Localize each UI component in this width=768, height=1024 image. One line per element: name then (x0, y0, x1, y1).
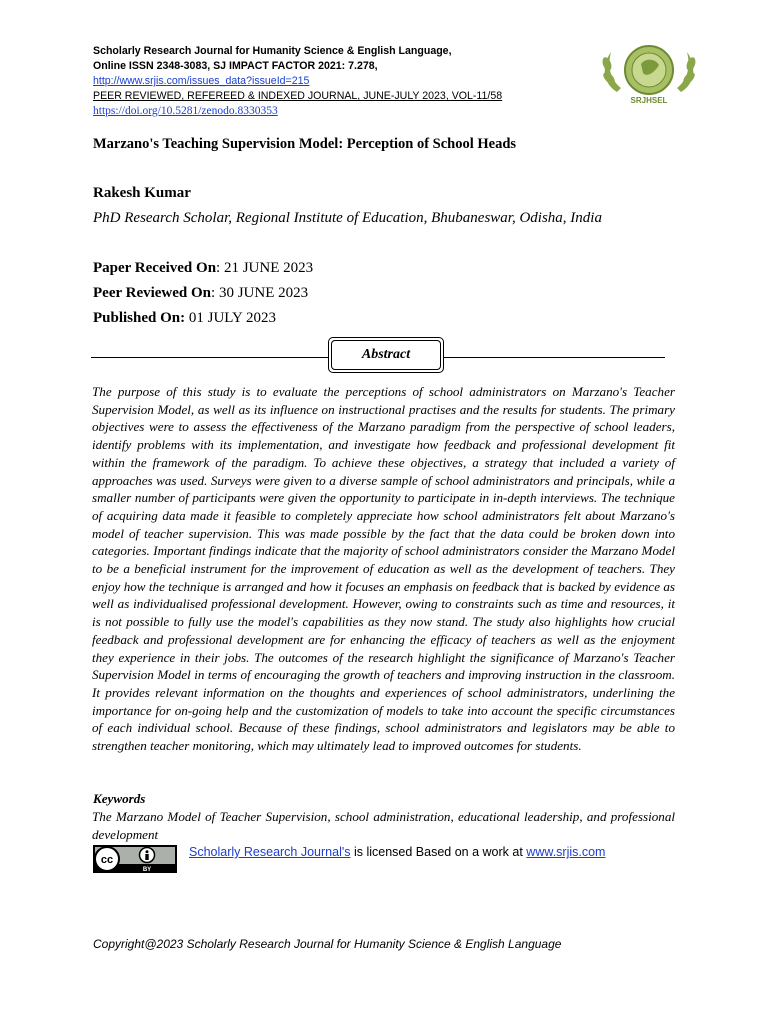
license-line: Scholarly Research Journal's is licensed Based on a work at www.srjis.com (189, 845, 606, 859)
issue-link[interactable]: http://www.srjis.com/issues_data?issueId=215 (93, 75, 310, 87)
divider-right (444, 357, 665, 358)
received-date: Paper Received On: 21 JUNE 2023 (93, 260, 314, 276)
journal-logo (597, 40, 701, 106)
author-name: Rakesh Kumar (93, 185, 191, 201)
svg-text:cc: cc (100, 854, 114, 866)
doi-link[interactable]: https://doi.org/10.5281/zenodo.8330353 (93, 105, 278, 117)
peer-reviewed-line: PEER REVIEWED, REFEREED & INDEXED JOURNAL, JUNE-JULY 2023, VOL-11/58 (93, 90, 503, 102)
abstract-heading: Abstract (331, 340, 441, 370)
journal-issn: Online ISSN 2348-3083, SJ IMPACT FACTOR 2021: 7.278, (93, 60, 378, 72)
reviewed-date: Peer Reviewed On: 30 JUNE 2023 (93, 285, 309, 301)
paper-title: Marzano's Teaching Supervision Model: Perception of School Heads (93, 136, 517, 152)
published-date: Published On: 01 JULY 2023 (93, 310, 276, 326)
svg-text:SRJHSEL: SRJHSEL (630, 96, 668, 105)
keywords-heading: Keywords (93, 791, 146, 806)
journal-name: Scholarly Research Journal for Humanity Science & English Language, (93, 45, 452, 57)
cc-by-license-badge[interactable] (93, 845, 177, 873)
keywords-text: The Marzano Model of Teacher Supervision, school administration, educational leadership, and professional development (92, 809, 675, 842)
divider-left (91, 357, 328, 358)
journal-link[interactable]: Scholarly Research Journal's (189, 845, 351, 859)
abstract-text: The purpose of this study is to evaluate the perceptions of school administrators on Marzano's Teacher Supervision Model, as well as its influence on instructional practises and the results for students. The primary objectives were to assess the effectiveness of the Marzano paradigm from the perspective of school leaders, identify problems with its implementation, and investigate how feedback and professional development fit within the framework of the paradigm. To achieve these objectives, a strategy that included a variety of approaches was used. Surveys were given to a diverse sample of school administrators and principals, while a smaller number of participants were given the opportunity to participate in in-depth interviews. The technique of acquiring data made it feasible to completely appreciate how school administrators felt about Marzano's model of teacher supervision. This was made possible by the fact that the data could be broken down into categories. Important findings indicate that the majority of school administrators consider the Marzano Model to be a beneficial instrument for the improvement of education as well as the development of teachers. They enjoy how the technique is arranged and how it focuses an emphasis on feedback that is backed by evidence as well as individualised professional development. However, owing to constraints such as time and resources, it is not possible to fully use the model's capabilities as they now stand. The study also highlights how crucial feedback and professional development are for enhancing the efficacy of teachers as well as the enjoyment they experience in their jobs. The outcomes of the research highlight the significance of Marzano's Teacher Supervision Model in terms of encouraging the growth of teachers and improving instruction in the classroom. It provides relevant information on the thoughts and experiences of school administrators, underlining the importance for on-going help and the customization of models to take into account the specific circumstances of each individual school. Because of these findings, school administrators and legislators may be able to strengthen teacher monitoring, which may ultimately lead to improved outcomes for students. (92, 384, 675, 754)
abstract-heading-box (328, 337, 444, 373)
journal-header (93, 44, 593, 119)
copyright-footer: Copyright@2023 Scholarly Research Journal for Humanity Science & English Language (93, 937, 562, 951)
srjis-link[interactable]: www.srjis.com (526, 845, 606, 859)
svg-text:BY: BY (142, 867, 152, 873)
author-affiliation: PhD Research Scholar, Regional Institute of Education, Bhubaneswar, Odisha, India (93, 210, 602, 226)
